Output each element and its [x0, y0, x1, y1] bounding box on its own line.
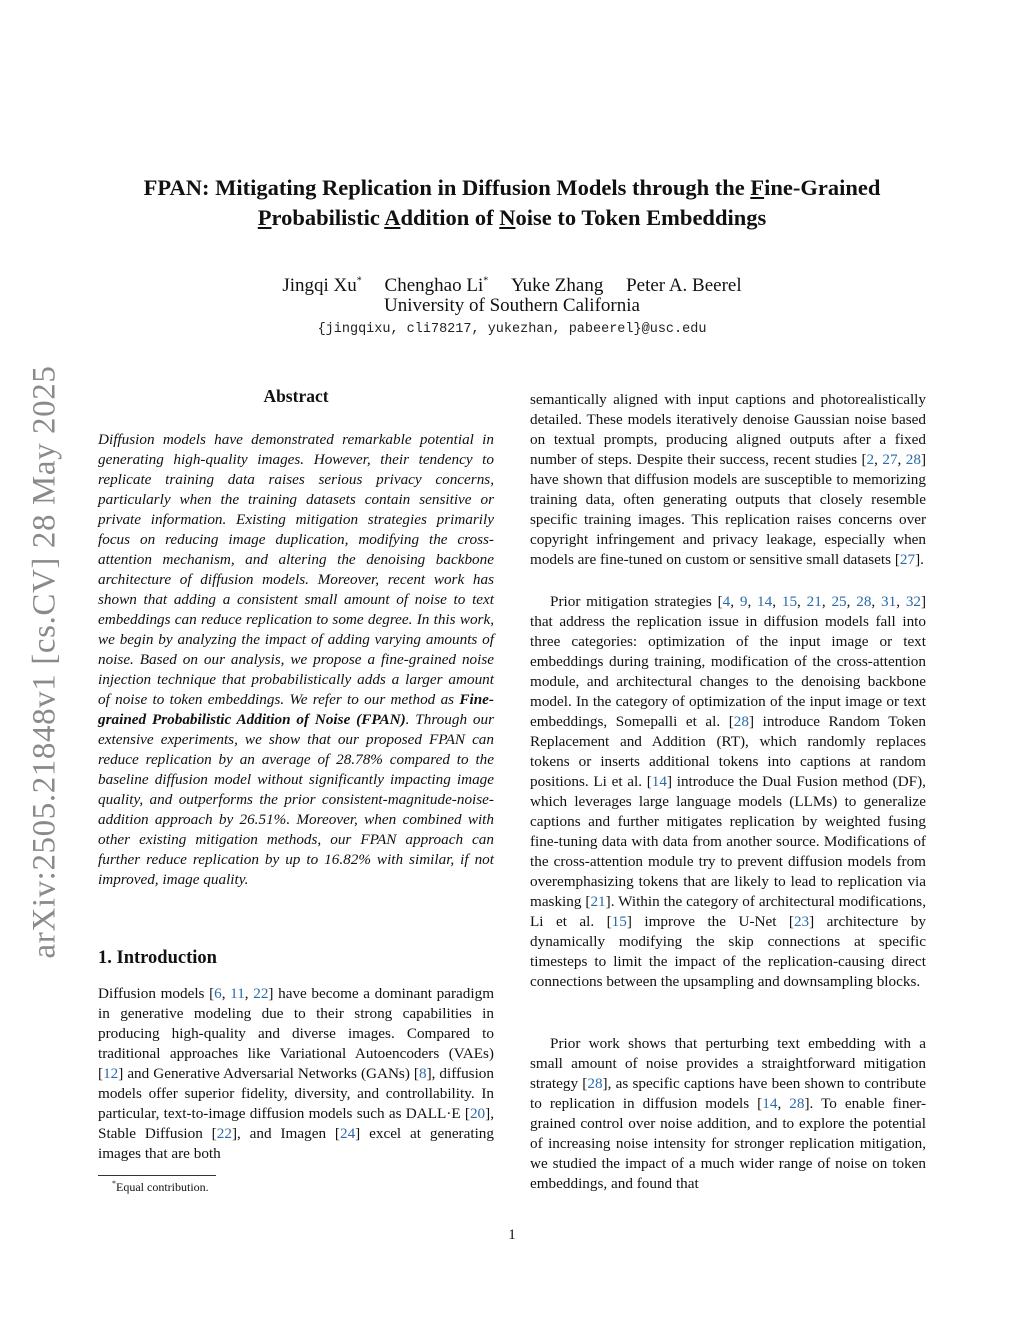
citation-link[interactable]: 22	[216, 1125, 232, 1142]
citation-link[interactable]: 28	[856, 593, 872, 610]
citation-link[interactable]: 22	[253, 985, 269, 1002]
citation-link[interactable]: 14	[757, 593, 773, 610]
footnote: *Equal contribution.	[112, 1179, 209, 1194]
citation-link[interactable]: 15	[611, 913, 627, 930]
citation-link[interactable]: 25	[831, 593, 847, 610]
author-emails: {jingqixu, cli78217, yukezhan, pabeerel}@usc.edu	[317, 322, 707, 337]
author: Chenghao Li*	[384, 275, 489, 297]
citation-link[interactable]: 27	[899, 551, 916, 568]
right-paragraph-prior-work: Prior work shows that perturbing text embedding with a small amount of noise provides a straightforward mitigation strategy [28], as specific captions have been shown to contribute to replication in diffusion models [14, 28]. To enable finer-grained control over noise addition, and to explore the potential of increasing noise intensity for stronger replication mitigation, we studied the impact of a much wider range of noise on token embeddings, and found that	[530, 1035, 927, 1192]
citation-link[interactable]: 31	[881, 593, 897, 610]
citation-link[interactable]: 11	[230, 985, 245, 1002]
citation-link[interactable]: 8	[418, 1065, 427, 1082]
affiliation: University of Southern California	[384, 295, 640, 316]
citation-link[interactable]: 23	[793, 913, 810, 930]
arxiv-stamp-text: arXiv:2505.21848v1 [cs.CV] 28 May 2025	[26, 365, 63, 959]
citation-link[interactable]: 12	[103, 1065, 119, 1082]
citation-link[interactable]: 15	[781, 593, 798, 610]
section-heading-introduction: 1. Introduction	[98, 948, 217, 968]
right-paragraph-prior-strategies: Prior mitigation strategies [4, 9, 14, 15, 21, 25, 28, 31, 32] that address the replication issue in diffusion models fall into three categories: optimization of the input image or text embeddings during training, modification of the cross-attention module, and architectural changes to the denoising backbone model. In the category of optimization of the input image or text embeddings, Somepalli et al. [28] introduce Random Token Replacement and Addition (RT), which randomly replaces tokens or inserts additional tokens into captions at random positions. Li et al. [14] introduce the Dual Fusion method (DF), which leverages large language models (LLMs) to generalize captions and further mitigates replication by weighted fusing fine-tuning data with data from another source. Modifications of the cross-attention module try to prevent diffusion models from overemphasizing tokens that are likely to lead to replication via masking [21]. Within the category of architectural modifications, Li et al. [15] improve the U-Net [23] architecture by dynamically modifying the skip connections at specific timesteps to limit the impact of the replication-causing direct connections between the upsampling and downsampling blocks.	[530, 593, 927, 990]
citation-link[interactable]: 9	[739, 593, 748, 610]
right-paragraph-continuation: semantically aligned with input captions and photorealistically detailed. These models iteratively denoise Gaussian noise based on textual prompts, producing aligned outputs after a fixed number of steps. Despite their success, recent studies [2, 27, 28] have shown that diffusion models are susceptible to memorizing training data, often generating outputs that closely resemble specific training images. This replication raises concerns over copyright infringement and privacy leakage, especially when models are fine-tuned on custom or sensitive small datasets [27].	[530, 391, 927, 568]
citation-link[interactable]: 28	[905, 451, 921, 468]
citation-link[interactable]: 28	[587, 1075, 603, 1092]
citation-link[interactable]: 27	[882, 451, 898, 468]
citation-link[interactable]: 20	[469, 1105, 486, 1122]
citation-link[interactable]: 21	[806, 593, 822, 610]
paper-title: FPAN: Mitigating Replication in Diffusion Models through the Fine-Grained Probabilistic Addition of Noise to Token Embeddings	[143, 175, 881, 230]
citation-link[interactable]: 2	[866, 451, 875, 468]
arxiv-identifier-stamp	[20, 365, 70, 960]
intro-paragraph: Diffusion models [6, 11, 22] have become a dominant paradigm in generative modeling due to their strong capabilities in producing high-quality and diverse images. Compared to traditional approaches like Variational Autoencoders (VAEs) [12] and Generative Adversarial Networks (GANs) [8], diffusion models offer superior fidelity, diversity, and controllability. In particular, text-to-image diffusion models such as DALL·E [20], Stable Diffusion [22], and Imagen [24] excel at generating images that are both	[98, 985, 495, 1162]
author: Jingqi Xu*	[282, 275, 362, 297]
author: Yuke Zhang	[510, 275, 604, 297]
citation-link[interactable]: 24	[339, 1125, 356, 1142]
citation-link[interactable]: 14	[762, 1095, 778, 1112]
abstract-heading: Abstract	[263, 386, 329, 406]
page-number: 1	[508, 1227, 516, 1243]
citation-link[interactable]: 4	[722, 593, 731, 610]
citation-link[interactable]: 28	[789, 1095, 805, 1112]
citation-link[interactable]: 21	[590, 893, 606, 910]
abstract-body: Diffusion models have demonstrated remarkable potential in generating high-quality images. However, their tendency to replicate training data raises serious privacy concerns, particularly when the training datasets contain sensitive or private information. Existing mitigation strategies primarily focus on reducing image duplication, modifying the cross-attention mechanism, and altering the denoising backbone architecture of diffusion models. Moreover, recent work has shown that adding a consistent small amount of noise to text embeddings can reduce replication to some degree. In this work, we begin by analyzing the impact of adding varying amounts of noise. Based on our analysis, we propose a fine-grained noise injection technique that probabilistically adds a larger amount of noise to token embeddings. We refer to our method as Fine-grained Probabilistic Addition of Noise (FPAN). Through our extensive experiments, we show that our proposed FPAN can reduce replication by an average of 28.78% compared to the baseline diffusion model without significantly impacting image quality, and outperforms the prior consistent-magnitude-noise-addition approach by 26.51%. Moreover, when combined with other existing mitigation methods, our FPAN approach can further reduce replication by up to 16.82% with similar, if not improved, image quality.	[98, 431, 494, 888]
citation-link[interactable]: 28	[733, 713, 749, 730]
citation-link[interactable]: 32	[905, 593, 922, 610]
citation-link[interactable]: 6	[214, 985, 222, 1002]
footnote-divider	[98, 1175, 216, 1176]
citation-link[interactable]: 14	[651, 773, 667, 790]
author: Peter A. Beerel	[626, 275, 742, 297]
